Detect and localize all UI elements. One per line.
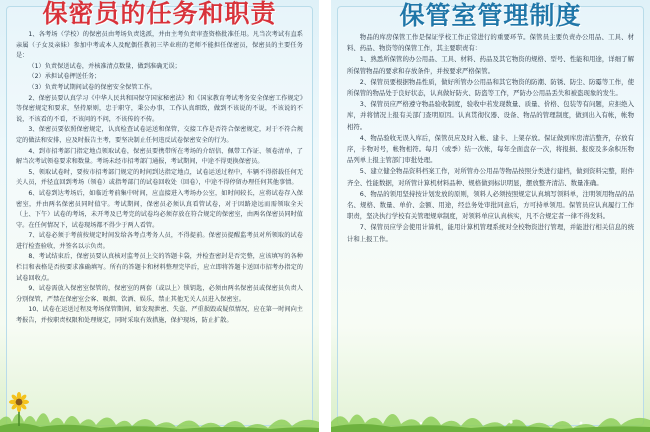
left-paragraph: 2、保密员要认真学习《中华人民共和国保守国家秘密法》和《国家教育考试考务安全保密工作规定》等保密规定和要求，坚持原则，忠于职守，秉公办事，工作认真细致，做到不该说的不说，不该说的不说，不该看的不看，不该问的不问，不该传的不传。	[16, 94, 303, 123]
left-paragraph: 3、保密员要依照保密规定，认真检查试卷运送和保管，交接工作是否符合保密规定，对于不符合规定的做法和安排，应及时报告主考，要坚决制止任何违反试卷保密安全的行为。	[16, 126, 303, 144]
left-paragraph: 7、试卷必须于考前按规定时间发给各考点考务人员，不得提前。保密员提醒监考员对所领取的试卷进行检查验收，并签名以示负责。	[16, 232, 303, 250]
grass-decoration	[331, 392, 650, 432]
right-paragraph: 1、熟悉所保管的办公用品、工具、材料、药品及其它物资的规格、型号、性能和用途，详细了解所保管物品的要求和存放条件，并按要求严格保管。	[347, 55, 634, 75]
left-paragraph: 10、试卷在运送过程及考场保管期间，如发现泄密、失盗、严重损毁或疑似情况，应在第一时间向主考报告，并按职责权限和处理规定，同时采取有效措施，保护现场，防止扩散。	[16, 306, 303, 325]
right-paragraph: 7、保管员应学会使用计算机，能用计算机管理系统对全校物资进行管理，并能进行相关信息的统计和上报工作。	[347, 223, 634, 243]
right-poster-title: 保管室管理制度	[399, 1, 582, 30]
right-paragraph: 3、保管员应严格遵守物品验收制度，验收中若发现数量、质量、价格、包装等有问题，应拒绝入库，并将情况上报有关部门查明原因。认真贯彻仪器、设备、物品的管理制度，做到出入有帐，帐物相符。	[347, 100, 634, 131]
left-paragraph: 4、到市招考部门指定地点领取试卷，保密员要携带所在考场的介绍信、佩带工作证、领卷清单，了解当次考试领卷要求和数量。考场未经市招考部门通报，考试期间，中途不得更换保密员。	[16, 147, 303, 166]
left-paragraph: 6、试卷到达考场后，如临近考前集中时间，应直接进入考场办公室，如时间较长，应将试卷存入保密室，并由两名保密员同时值守。考试期间，保密员必须认真看管试卷，对于因路途远而需领取全天（上、下午）试卷的考场，未开考及已考完的试卷均必须存放在符合规定的保密室，由两名保密员同时值守。在任何情况下，试卷现场都不得少于两人看管。	[16, 189, 303, 229]
left-paragraph: 9、试卷需放入保密室保管的，保密室的两套（或以上）锁钥匙，必须由两名保密员或保密员负责人分别保管，严禁在保密室会客、吸烟、饮酒、娱乐，禁止其他无关人员进入保密室。	[16, 285, 303, 303]
left-paragraph: 8、考试结束后，保密员要认真核对监考员上交的答题卡袋，并检查密封是否完整，应该填写的各种栏目和表格是否按要求准确填写。所有的答题卡和材料整理完毕后，应立即将答题卡送回市招考办指定的试卷回收点。	[16, 253, 303, 282]
right-paragraph: 5、建立健全物品资料档案工作，对所管办公用品等物品按照分类进行建档，做到资料完整，附件齐全、性能数据，对所管计算机材料品种、规格做到标识明显，摆放整齐清洁、数量准确。	[347, 167, 634, 187]
right-paragraph: 物品的库房保管工作是保证学校工作正常进行的重要环节。保管员主要负责办公用品、工具、材料、药品、物资等的保管工作，其主要职责有：	[347, 33, 634, 53]
left-paragraph: 5、领取试卷时，要按市招考部门规定的时间到达指定地点，试卷运送过程中，车辆不得搭载任何无关人员，并径直回到考场（领卷）或指考部门的试卷回收处（回卷），中途不得停留办理任何其他事情。	[16, 168, 303, 187]
left-paragraph: （1）负责保送试卷，并核准清点数量，做到准确无误；	[28, 62, 181, 70]
sunflower-icon	[6, 392, 32, 426]
right-poster-panel	[331, 0, 650, 432]
left-poster-content	[16, 30, 303, 327]
right-paragraph: 4、物品验收无误入库后，保管员应及时入帐、建卡、上架存放。保证做到库房清洁整齐，存放有序，卡物对号，帐物相符。每月（或季）结一次帐，每年全面盘存一次，将报损、报废及多余积压物品列单上报主管部门审批处理。	[347, 133, 634, 165]
grass-decoration	[0, 392, 319, 432]
left-paragraph: 1、各考场（学校）的保密员由考场负责选派，并由主考负责审查资格批准任用。凡当次考试有直系亲属（子女及亲妹）参加中考或本人及配偶任教初三毕业班的老师不能担任保密员，保密员的主要任务是：	[16, 31, 303, 60]
left-paragraph: （2）承担试卷押送任务；	[28, 73, 101, 81]
left-paragraph: （3）负责考试期间试卷的保密安全保管工作。	[28, 83, 157, 91]
left-poster-panel	[0, 0, 319, 432]
right-paragraph: 2、保管员要根据物品性质，做好所管办公用品和其它物资的防潮、防锈、防尘、防霉等工作，使所保管的物品处于良好状态，认真做好防火、防盗等工作，严防办公用品丢失和被盗现象的发生。	[347, 77, 634, 98]
right-poster-content	[347, 32, 634, 245]
right-paragraph: 6、物品的领用坚持按计划发放的原则，领料人必须按照规定认真填写领料单，注明领用物品的品名、规格、数量、单价、金额、用途，经总务处审批同意后，方可持单领用。保管员应认真履行工作职责，坚决执行学校有关管理规章制度，对领料单应认真核实，凡不合规定者一律不得发料。	[347, 189, 634, 221]
left-poster-title: 保密员的任务和职责	[42, 0, 277, 28]
